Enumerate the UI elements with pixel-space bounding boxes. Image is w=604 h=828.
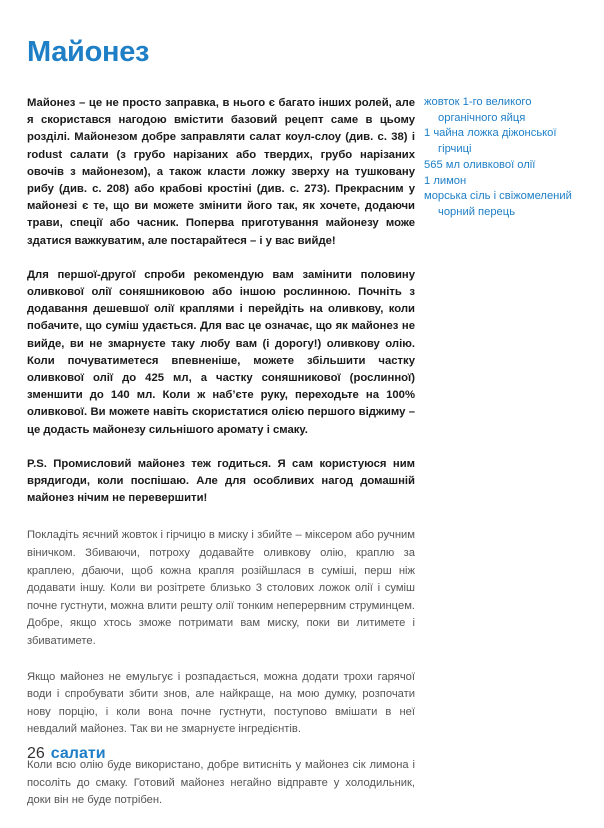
page-footer	[27, 745, 106, 763]
page-number: 26	[27, 745, 45, 762]
section-name: салати	[50, 745, 106, 762]
ingredient-item: морська сіль і свіжомелений чорний перець	[424, 190, 572, 218]
recipe-body	[27, 95, 415, 828]
recipe-intro	[27, 95, 415, 507]
ingredient-item: 565 мл оливкової олії	[424, 158, 536, 171]
ingredient-item: 1 лимон	[424, 174, 467, 187]
method-paragraph: Якщо майонез не емульгує і розпадається, можна додати трохи гарячої води і спробувати збити знов, але найкраще, на мою думку, розпочати нову порцію, і коли вона почне густнути, поступово вмішати в неї невдалий майонез. Так ви не змарнуєте інгредієнтів.	[27, 670, 415, 736]
page-title: Майонез	[27, 36, 150, 68]
method-paragraph: Покладіть яєчний жовток і гірчицю в миску і збийте – міксером або ручним віничком. Збиваючи, потроху додавайте оливкову олію, краплю за краплею, дбаючи, щоб кожна крапля розійшлася в суміші, перш ніж додавати іншу. Коли ви розітрете близько 3 столових ложок олії і суміш почне густнути, можна влити решту олії тонким неперервним струминцем. Добре, якщо хтось зможе потримати вам миску, поки ви литимете і збиватимете.	[27, 529, 415, 648]
method-paragraph: Коли всю олію буде використано, добре витисніть у майонез сік лимона і посоліть до смаку. Готовий майонез негайно відправте у холодильник, доки він не буде потрібен.	[27, 759, 415, 807]
intro-paragraph: P.S. Промисловий майонез теж годиться. Я сам користуюся ним врядигоди, коли поспішаю. Але для особливих нагод домашній майонез нічим не перевершити!	[27, 457, 415, 505]
intro-paragraph: Для першої-другої спроби рекомендую вам замінити половину оливкової олії соняшниковою або іншою рослинною. Почніть з додавання дешевшої олії краплями і перейдіть на оливкову, коли побачите, що суміш удається. Для вас це означає, що як майонез не вийде, ви не змарнуєте таку любу вам (і дорогу!) оливкову олію. Коли почуватиметеся впевненіше, можете збільшити частку оливкової олії до 425 мл, а частку соняшникової (рослинної) зменшити до 140 мл. Коли ж наб’єте руку, переходьте на 100% оливкової. Ви можете навіть скористатися олією першого віджиму – це додасть майонезу сильнішого аромату і смаку.	[27, 268, 415, 436]
ingredient-item: жовток 1-го великого органічного яйця	[424, 96, 532, 124]
ingredient-item: 1 чайна ложка діжонської гірчиці	[424, 127, 557, 156]
recipe-method	[27, 527, 415, 809]
ingredients-list	[424, 95, 584, 221]
intro-paragraph: Майонез – це не просто заправка, в нього є багато інших ролей, але я скористався нагодою вмістити базовий рецепт саме в цьому розділі. Майонезом добре заправляти салат коул-слоу (див. с. 38) і rodust салати (з грубо нарізаних або твердих, грубо нарізаних овочів з майонезом), а також класти ложку зверху на тушковану рибу (див. с. 208) або крабові кростіні (див. с. 273). Прекрасним у майонезі є те, що ви можете змінити його так, як хочете, додаючи трави, спеції або часник. Поперва приготування майонезу може здатися важкуватим, але постарайтеся – і у вас вийде!	[27, 97, 415, 247]
